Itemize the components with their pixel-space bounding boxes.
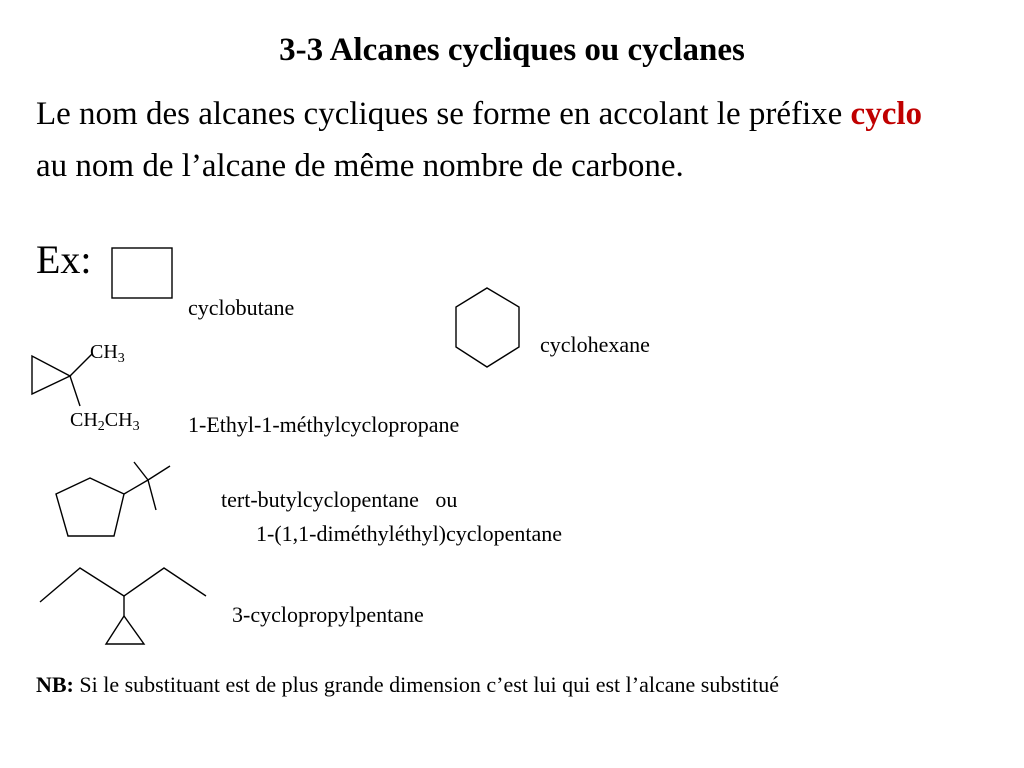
bond-ring-to-quaternary — [124, 480, 148, 494]
pentane-chain — [40, 568, 206, 602]
tertbutylcyclopentane-name-line1: tert-butylcyclopentane ou — [221, 487, 458, 512]
bond-methyl — [70, 354, 92, 376]
tertbutylcyclopentane-structure — [50, 460, 180, 546]
methyl-formula: $CH_3$ — [90, 341, 125, 366]
cyclopropylpentane-structure — [36, 564, 212, 648]
intro-paragraph — [36, 88, 936, 192]
intro-text-part1: Le nom des alcanes cycliques se forme en accolant le préfixe — [36, 96, 851, 132]
cyclobutane-name: cyclobutane — [188, 295, 295, 320]
note-text: Si le substituant est de plus grande dimension c’est lui qui est l’alcane substitué — [73, 672, 779, 697]
tertbutylcyclopentane-name-line2: 1-(1,1-diméthyléthyl)cyclopentane — [256, 521, 563, 546]
cyclopropane-ring — [32, 356, 70, 394]
bond-methyl-c — [148, 480, 156, 510]
bond-methyl-b — [134, 462, 148, 480]
cyclohexane-structure — [452, 286, 524, 372]
cyclobutane-structure — [108, 246, 178, 302]
cyclopropyl-ring — [106, 616, 144, 644]
cyclopentane-ring — [56, 478, 124, 536]
slide-title: 3-3 Alcanes cycliques ou cyclanes — [279, 32, 745, 68]
ethylmethylcyclopropane-name: 1-Ethyl-1-méthylcyclopropane — [188, 412, 460, 437]
cyclopropylpentane-name: 3-cyclopropylpentane — [232, 602, 424, 627]
bond-methyl-a — [148, 466, 170, 480]
bond-ethyl — [70, 376, 80, 406]
cyclobutane-ring — [112, 248, 172, 298]
note-paragraph — [36, 670, 936, 700]
cyclohexane-name: cyclohexane — [540, 332, 650, 357]
ethyl-formula: $CH_2CH_3$ — [70, 409, 140, 434]
intro-text-part2: au nom de l’alcane de même nombre de carbone. — [36, 148, 684, 184]
note-label: NB: — [36, 672, 74, 697]
cyclohexane-ring — [456, 288, 519, 367]
example-label: Ex: — [36, 237, 92, 282]
intro-keyword-cyclo: cyclo — [850, 96, 923, 132]
